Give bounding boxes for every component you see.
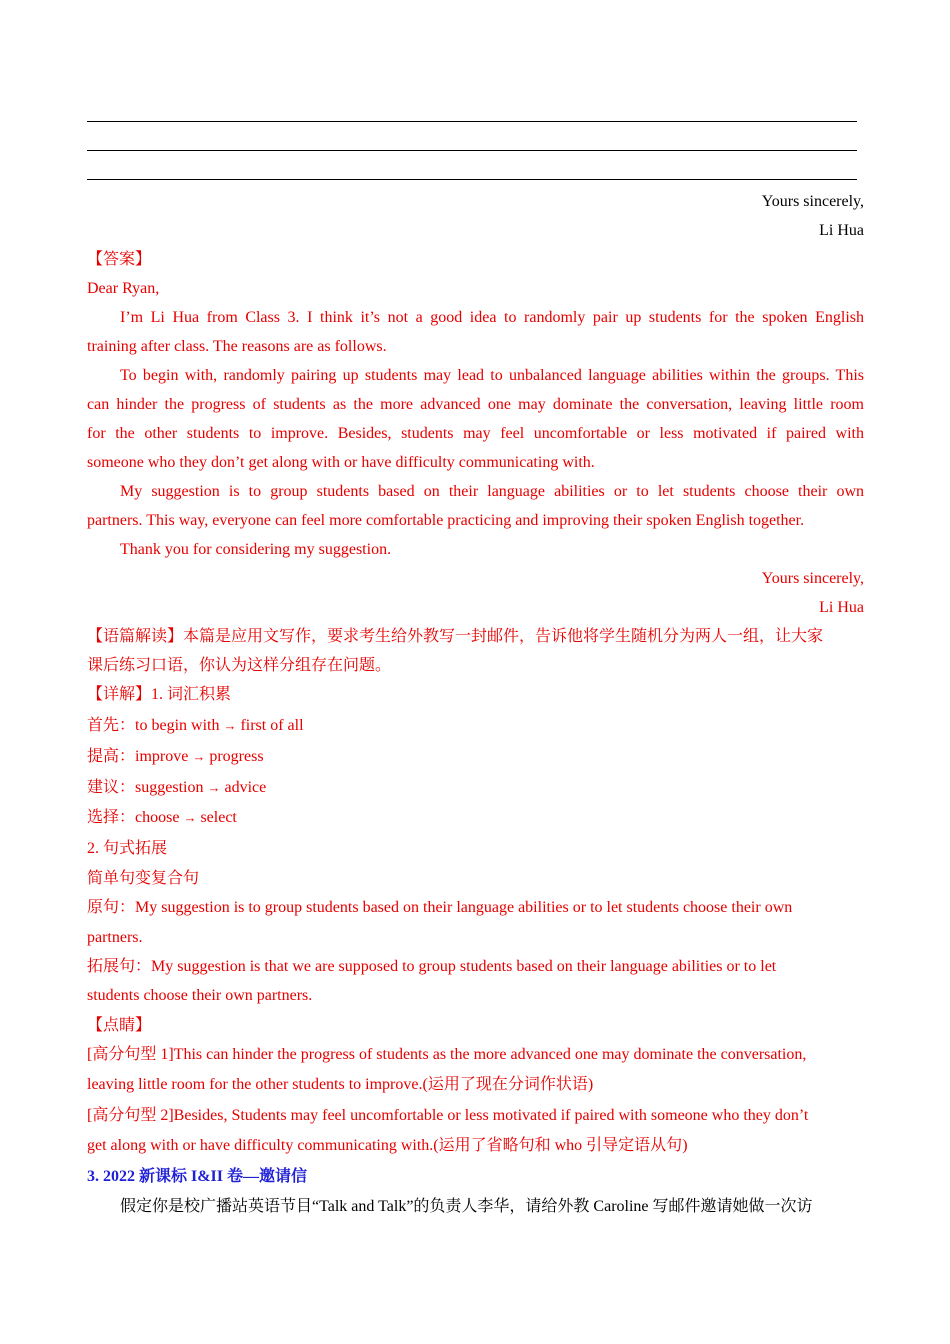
section-prompt: 假定你是校广播站英语节目“Talk and Talk”的负责人李华，请给外教 Caroline 写邮件邀请她做一次访	[120, 1198, 813, 1215]
extended-sentence: students choose their own partners.	[87, 987, 313, 1004]
letter-paragraph-line: I’m Li Hua from Class 3. I think it’s not a good idea to randomly pair up students for the spoken English	[120, 309, 864, 326]
section-title: 3. 2022 新课标 I&II 卷—邀请信	[87, 1168, 308, 1185]
letter-paragraph-line: someone who they don’t get along with or have difficulty communicating with.	[87, 454, 595, 471]
vocab-item: 建议：suggestion → advice	[87, 779, 267, 796]
arrow-icon: →	[207, 780, 221, 795]
letter-paragraph-line: My suggestion is to group students based on their language abilities or to let students choose their own	[120, 483, 864, 500]
vocab-item: 首先：to begin with → first of all	[87, 717, 304, 734]
pattern-subtitle: 简单句变复合句	[87, 870, 200, 887]
writing-line	[87, 121, 857, 122]
highlight-sentence: leaving little room for the other students to improve.(运用了现在分词作状语)	[87, 1076, 594, 1093]
highlight-sentence: [高分句型 1]This can hinder the progress of students as the more advanced one may dominate the conversation,	[87, 1046, 807, 1063]
detail-title: 【详解】1. 词汇积累	[87, 686, 232, 703]
letter-paragraph-line: Thank you for considering my suggestion.	[120, 541, 392, 558]
extended-sentence: 拓展句：My suggestion is that we are supposed to group students based on their language abilities or to let	[87, 958, 777, 975]
letter-paragraph-line: can hinder the progress of students as the more advanced one may dominate the conversation, leaving little room	[87, 396, 864, 413]
arrow-icon: →	[192, 749, 206, 764]
answer-label: 【答案】	[87, 251, 152, 268]
letter-signature: Li Hua	[819, 599, 864, 616]
writing-line	[87, 150, 857, 151]
reading-analysis: 课后练习口语，你认为这样分组存在问题。	[87, 657, 392, 674]
pattern-title: 2. 句式拓展	[87, 840, 168, 857]
highlight-sentence: get along with or have difficulty communicating with.(运用了省略句和 who 引导定语从句)	[87, 1137, 688, 1154]
letter-salutation: Dear Ryan,	[87, 280, 160, 297]
arrow-icon: →	[183, 810, 197, 825]
reading-analysis: 【语篇解读】本篇是应用文写作，要求考生给外教写一封邮件，告诉他将学生随机分为两人一组，让大家	[87, 628, 824, 645]
highlight-sentence: [高分句型 2]Besides, Students may feel uncomfortable or less motivated if paired with someone who they don’t	[87, 1107, 809, 1124]
letter-paragraph-line: for the other students to improve. Besides, students may feel uncomfortable or less motivated if paired with	[87, 425, 864, 442]
arrow-icon: →	[223, 718, 237, 733]
letter-paragraph-line: To begin with, randomly pairing up students may lead to unbalanced language abilities within the groups. This	[120, 367, 864, 384]
template-signature: Li Hua	[819, 222, 864, 239]
letter-closing: Yours sincerely,	[761, 570, 864, 587]
original-sentence: partners.	[87, 929, 143, 946]
highlight-label: 【点睛】	[87, 1017, 152, 1034]
vocab-item: 选择：choose → select	[87, 809, 237, 826]
letter-paragraph-line: training after class. The reasons are as follows.	[87, 338, 387, 355]
vocab-item: 提高：improve → progress	[87, 748, 264, 765]
original-sentence: 原句：My suggestion is to group students based on their language abilities or to let students choose their own	[87, 899, 793, 916]
letter-paragraph-line: partners. This way, everyone can feel more comfortable practicing and improving their spoken English together.	[87, 512, 805, 529]
template-closing: Yours sincerely,	[761, 193, 864, 210]
writing-line	[87, 179, 857, 180]
